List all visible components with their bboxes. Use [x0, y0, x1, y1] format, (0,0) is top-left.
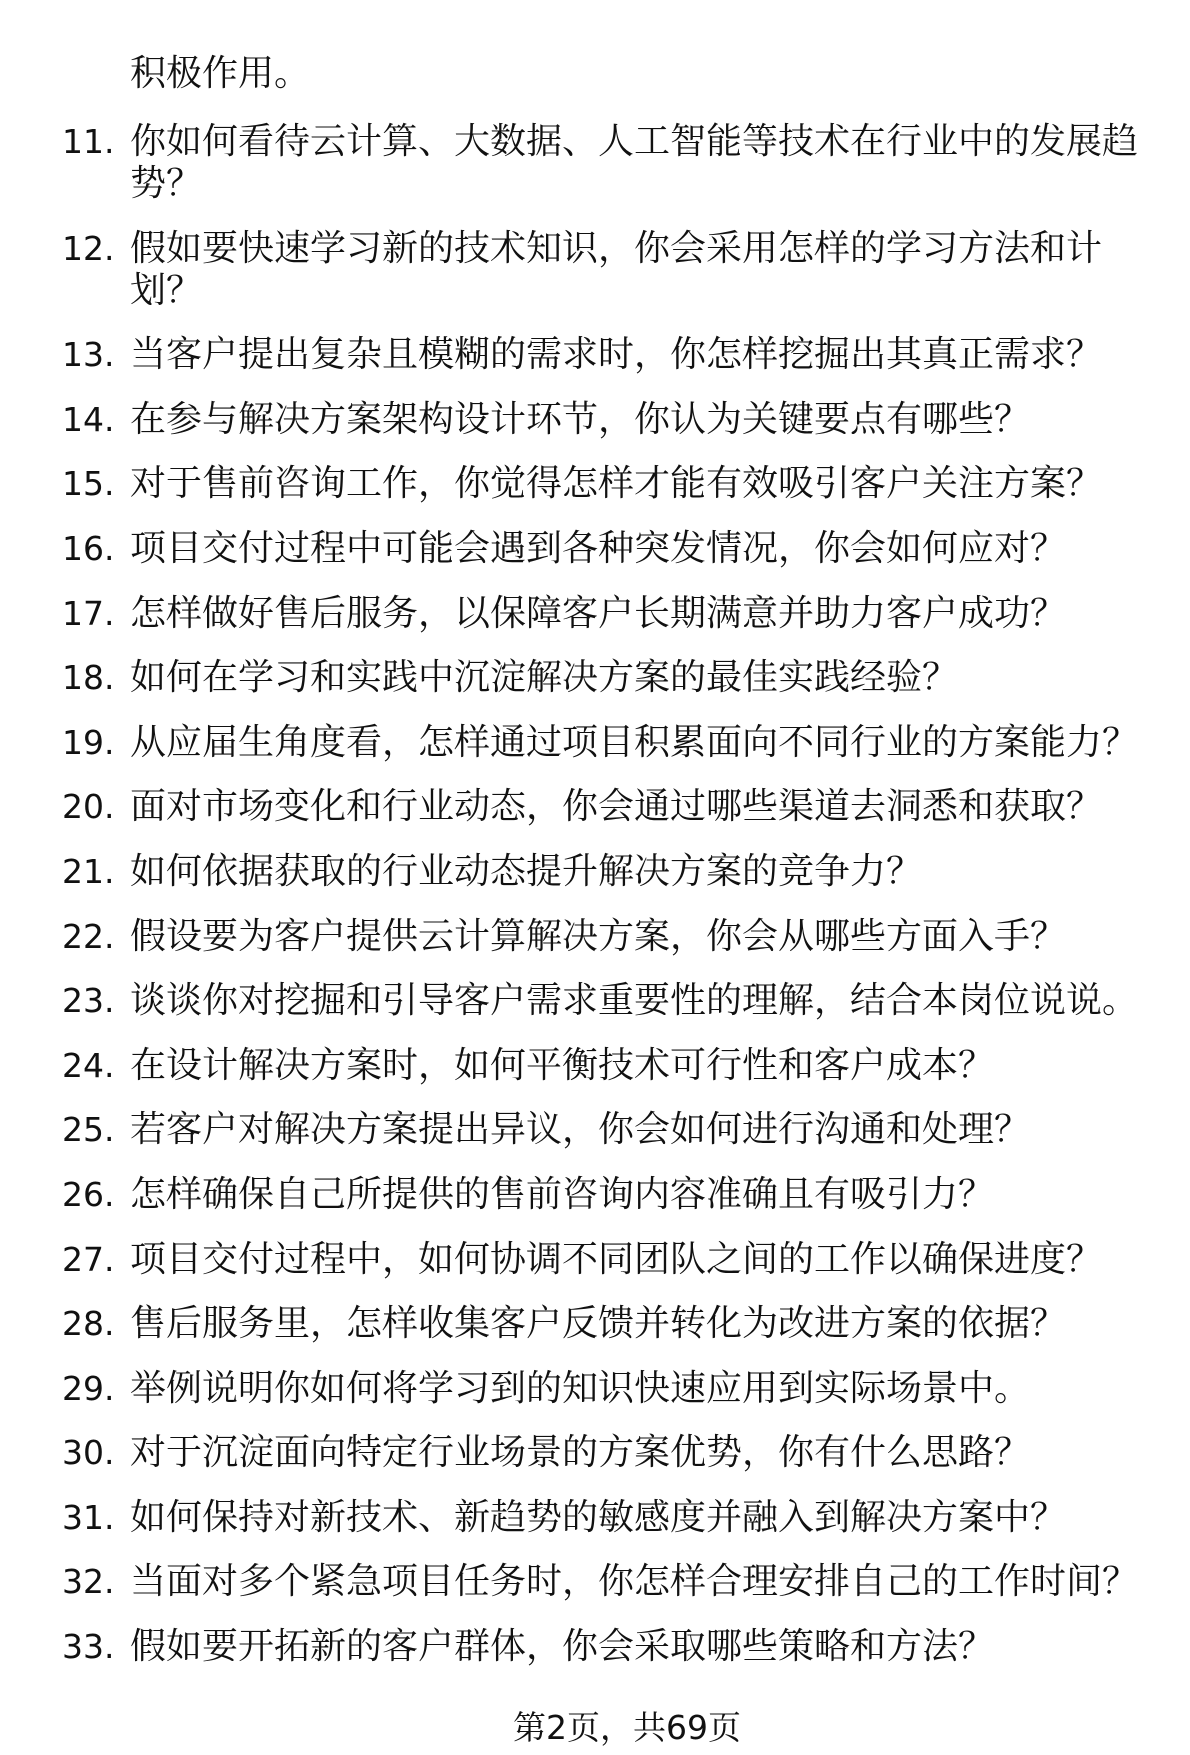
question-text-line: 项目交付过程中，如何协调不同团队之间的工作以确保进度？ — [130, 1238, 1103, 1280]
question-item — [0, 1497, 1190, 1539]
question-item — [0, 1626, 1190, 1668]
page-footer — [0, 1707, 1190, 1749]
document-page — [0, 53, 1190, 1691]
question-text-line: 售后服务里，怎样收集客户反馈并转化为改进方案的依据？ — [130, 1303, 1067, 1345]
question-number: 23. — [62, 981, 115, 1021]
question-number: 16. — [62, 528, 115, 568]
question-item — [0, 1109, 1190, 1151]
question-item — [0, 1239, 1190, 1281]
question-text-line: 从应届生角度看，怎样通过项目积累面向不同行业的方案能力？ — [130, 721, 1139, 763]
question-text-line: 当面对多个紧急项目任务时，你怎样合理安排自己的工作时间？ — [130, 1561, 1139, 1603]
question-item — [0, 916, 1190, 958]
question-item — [0, 528, 1190, 570]
question-item — [0, 980, 1190, 1022]
question-item — [0, 334, 1190, 376]
question-number: 13. — [62, 335, 115, 375]
question-number: 26. — [62, 1174, 115, 1214]
question-item — [0, 1561, 1190, 1603]
question-text-line: 划？ — [130, 269, 203, 311]
question-text-line: 如何保持对新技术、新趋势的敏感度并融入到解决方案中？ — [130, 1496, 1067, 1538]
question-text-line: 势？ — [130, 163, 203, 204]
question-item — [0, 1432, 1190, 1474]
question-text-line: 怎样做好售后服务，以保障客户长期满意并助力客户成功？ — [130, 592, 1067, 634]
question-item — [0, 722, 1190, 764]
question-item — [0, 851, 1190, 893]
question-item — [0, 593, 1190, 635]
question-number: 14. — [62, 399, 115, 439]
question-text-line: 怎样确保自己所提供的售前咨询内容准确且有吸引力？ — [130, 1173, 995, 1215]
question-item — [0, 657, 1190, 699]
question-text-line: 对于售前咨询工作，你觉得怎样才能有效吸引客户关注方案？ — [130, 463, 1103, 505]
question-number: 27. — [62, 1239, 115, 1279]
question-text-line: 在参与解决方案架构设计环节，你认为关键要点有哪些？ — [130, 398, 1031, 440]
question-item — [0, 1174, 1190, 1216]
question-item — [0, 463, 1190, 505]
question-item — [0, 1303, 1190, 1345]
question-text-line: 假设要为客户提供云计算解决方案，你会从哪些方面入手？ — [130, 915, 1067, 957]
question-text-line: 对于沉淀面向特定行业场景的方案优势，你有什么思路？ — [130, 1432, 1031, 1474]
question-number: 20. — [62, 787, 115, 827]
question-number: 33. — [62, 1627, 115, 1667]
question-item — [0, 228, 1190, 312]
question-text-line: 举例说明你如何将学习到的知识快速应用到实际场景中。 — [130, 1367, 1031, 1409]
question-number: 18. — [62, 658, 115, 698]
question-number: 30. — [62, 1433, 115, 1473]
question-number: 32. — [62, 1562, 115, 1602]
question-text-line: 面对市场变化和行业动态，你会通过哪些渠道去洞悉和获取？ — [130, 786, 1103, 828]
question-text-line: 假如要快速学习新的技术知识，你会采用怎样的学习方法和计 — [130, 227, 1103, 269]
question-text-line: 在设计解决方案时，如何平衡技术可行性和客户成本？ — [130, 1044, 995, 1086]
question-text-line: 如何在学习和实践中沉淀解决方案的最佳实践经验？ — [130, 657, 959, 699]
question-text-line: 项目交付过程中可能会遇到各种突发情况，你会如何应对？ — [130, 527, 1067, 569]
question-text-line: 你如何看待云计算、大数据、人工智能等技术在行业中的发展趋 — [130, 121, 1139, 162]
question-text-line: 若客户对解决方案提出异议，你会如何进行沟通和处理？ — [130, 1109, 1031, 1151]
question-item — [0, 121, 1190, 205]
question-number: 12. — [62, 228, 115, 268]
question-item — [0, 399, 1190, 441]
question-number: 24. — [62, 1045, 115, 1085]
page-number-text: 第2页，共69页 — [513, 1708, 741, 1747]
question-item — [0, 1368, 1190, 1410]
question-list — [0, 121, 1190, 1668]
question-item — [0, 1045, 1190, 1087]
question-number: 17. — [62, 593, 115, 633]
question-number: 29. — [62, 1368, 115, 1408]
question-text-line: 如何依据获取的行业动态提升解决方案的竞争力？ — [130, 850, 923, 892]
question-number: 28. — [62, 1304, 115, 1344]
question-item — [0, 786, 1190, 828]
question-number: 22. — [62, 916, 115, 956]
question-text-line: 当客户提出复杂且模糊的需求时，你怎样挖掘出其真正需求？ — [130, 334, 1103, 376]
continuation-line: 积极作用。 — [130, 53, 311, 94]
question-text-line: 谈谈你对挖掘和引导客户需求重要性的理解，结合本岗位说说。 — [130, 980, 1139, 1022]
question-number: 25. — [62, 1110, 115, 1150]
question-number: 11. — [62, 122, 115, 161]
question-text-line: 假如要开拓新的客户群体，你会采取哪些策略和方法？ — [130, 1626, 995, 1668]
question-number: 31. — [62, 1497, 115, 1537]
question-number: 15. — [62, 464, 115, 504]
question-number: 21. — [62, 851, 115, 891]
question-number: 19. — [62, 722, 115, 762]
